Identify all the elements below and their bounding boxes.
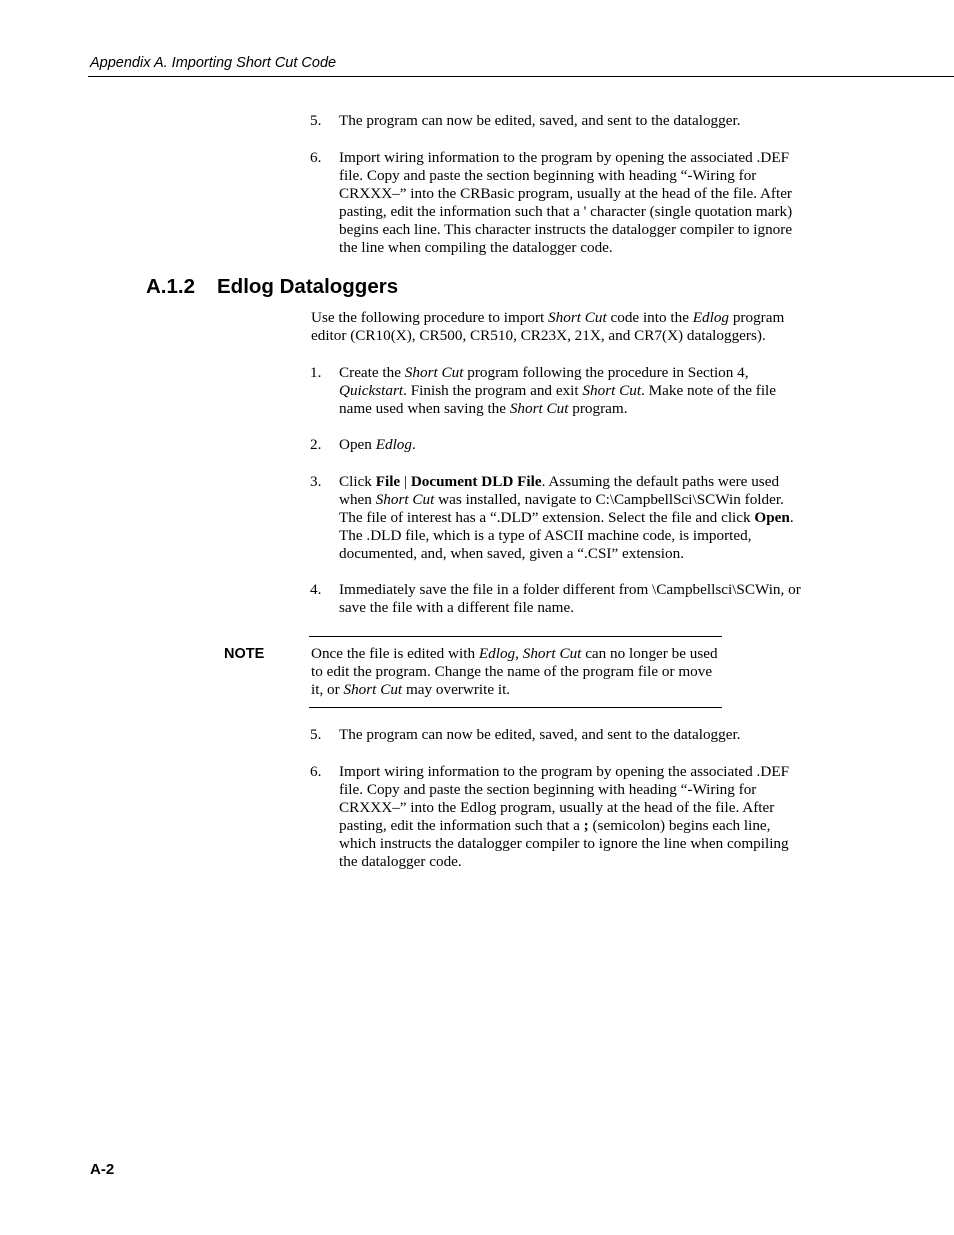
step-3 [310,473,810,563]
item-text: Immediately save the file in a folder different from \Campbellsci\SCWin, or save the file with a different file name. [339,581,801,616]
item-text: Import wiring information to the program by opening the associated .DEF file. Copy and paste the section beginning with heading “-Wiring for CRXXX–” into the CRBasic program, usually at the head of the file. After pasting, edit the information such that a ' character (single quotation mark) begins each line. This character instructs the datalogger compiler to ignore the line when compiling the datalogger code. [339,149,793,256]
step-6 [310,763,810,871]
section-number: A.1.2 [146,275,195,298]
item-text: Click File | Document DLD File. Assuming the default paths were used when Short Cut was installed, navigate to C:\CampbellSci\SCWin folder. The file of interest has a “.DLD” extension. Select the file and click Open. The .DLD file, which is a type of ASCII machine code, is imported, documented, and, when saved, given a “.CSI” extension. [339,473,794,562]
note-text: Once the file is edited with Edlog, Short Cut can no longer be used to edit the program. Change the name of the program file or move it, or Short Cut may overwrite it. [311,645,718,698]
list-item [310,149,810,257]
item-text: The program can now be edited, saved, and sent to the datalogger. [339,726,741,743]
header-rule [88,76,954,77]
item-number: 4. [310,581,322,598]
item-number: 5. [310,726,322,743]
step-5 [310,726,810,744]
step-1 [310,364,810,418]
item-text: Open Edlog. [339,436,416,453]
item-number: 6. [310,149,322,166]
note-top-rule [309,636,722,637]
intro-paragraph: Use the following procedure to import Short Cut code into the Edlog program editor (CR10(X), CR500, CR510, CR23X, 21X, and CR7(X) dataloggers). [311,309,785,344]
running-header: Appendix A. Importing Short Cut Code [90,55,337,71]
item-number: 3. [310,473,322,490]
item-text: The program can now be edited, saved, and sent to the datalogger. [339,112,741,129]
list-item [310,112,810,130]
item-number: 6. [310,763,322,780]
note-bottom-rule [309,707,722,708]
step-4 [310,581,810,617]
page-number: A-2 [90,1161,115,1178]
item-number: 2. [310,436,322,453]
section-title: Edlog Dataloggers [217,275,399,298]
item-text: Import wiring information to the program by opening the associated .DEF file. Copy and paste the section beginning with heading “-Wiring for CRXXX–” into the Edlog program, usually at the head of the file. After pasting, edit the information such that a ; (semicolon) begins each line, which instructs the datalogger compiler to ignore the line when compiling the datalogger code. [339,763,790,870]
item-text: Create the Short Cut program following the procedure in Section 4, Quickstart. Finish the program and exit Short Cut. Make note of the file name used when saving the Short Cut program. [339,364,777,417]
item-number: 1. [310,364,322,381]
section-heading [146,275,398,299]
note-label: NOTE [224,646,265,662]
item-number: 5. [310,112,322,129]
step-2 [310,436,810,454]
